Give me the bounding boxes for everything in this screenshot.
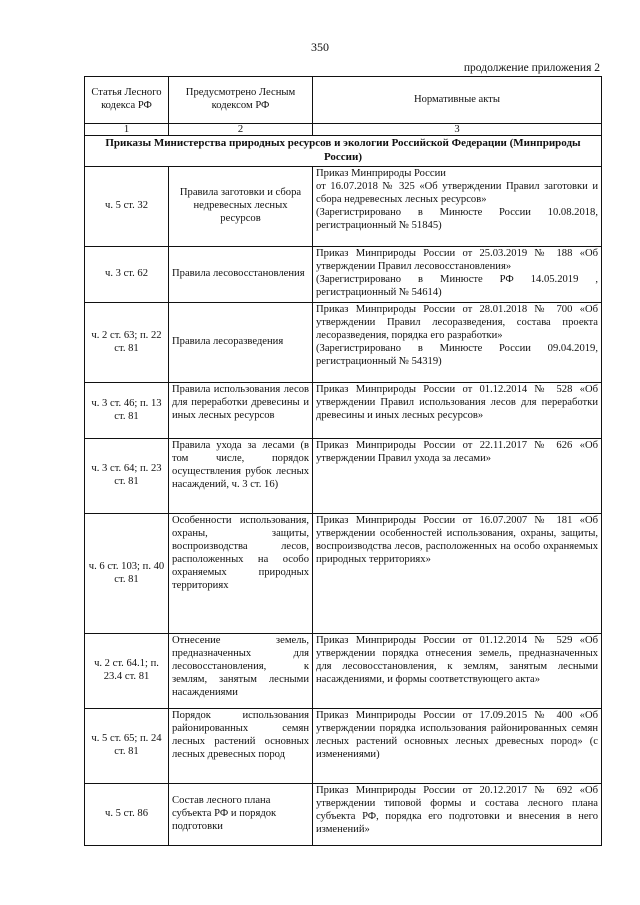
article-cell: ч. 3 ст. 46; п. 13 ст. 81: [85, 383, 169, 439]
act-cell: [313, 303, 602, 383]
table-row: [85, 247, 602, 303]
table-row: [85, 303, 602, 383]
table-row: [85, 167, 602, 247]
act-cell: [313, 247, 602, 303]
page-number: 350: [311, 40, 329, 54]
act-cell: [313, 784, 602, 846]
provision-cell: Порядок использования районированных семян лесных растений основных лесных древесных пород: [169, 709, 313, 784]
continuation-note: продолжение приложения 2: [463, 62, 600, 74]
header-acts: Нормативные акты: [313, 77, 602, 124]
section-title: Приказы Министерства природных ресурсов и экологии Российской Федерации (Минприроды России): [85, 136, 602, 167]
header-article: Статья Лесного кодекса РФ: [85, 77, 169, 124]
provision-cell: Правила ухода за лесами (в том числе, порядок осуществления рубок лесных насаждений, ч. 3 ст. 16): [169, 439, 313, 514]
provision-cell: Особенности использования, охраны, защиты, воспроизводства лесов, расположенных на особо охраняемых природных территориях: [169, 514, 313, 634]
act-line: Приказ Минприроды России от 22.11.2017 № 626 «Об утверждении Правил ухода за лесами»: [316, 440, 598, 464]
column-number: 2: [169, 124, 313, 136]
table-row: [85, 383, 602, 439]
provision-cell: Состав лесного плана субъекта РФ и порядок подготовки: [169, 784, 313, 846]
column-number-row: [85, 124, 602, 136]
provision-cell: Правила лесоразведения: [169, 303, 313, 383]
article-cell: ч. 2 ст. 64.1; п. 23.4 ст. 81: [85, 634, 169, 709]
act-line: Приказ Минприроды России от 25.03.2019 № 188 «Об утверждении Правил лесовосстановления»: [316, 248, 598, 272]
article-cell: ч. 2 ст. 63; п. 22 ст. 81: [85, 303, 169, 383]
act-cell: [313, 167, 602, 247]
article-cell: ч. 6 ст. 103; п. 40 ст. 81: [85, 514, 169, 634]
act-line: Приказ Минприроды России от 28.01.2018 № 700 «Об утверждении Правил лесоразведения, состава проекта лесоразведения, порядка его разработки»: [316, 304, 598, 341]
act-line: Приказ Минприроды России от 16.07.2007 № 181 «Об утверждении особенностей использования, охраны, защиты, воспроизводства лесов, расположенных на особо охраняемых природных территориях»: [316, 515, 598, 565]
act-line: Приказ Минприроды России от 20.12.2017 № 692 «Об утверждении типовой формы и состава лесного плана субъекта РФ, порядка его подготовки и внесения в него изменений»: [316, 785, 598, 835]
provision-cell: Отнесение земель, предназначенных для лесовосстановления, к землям, занятым лесными насаждениями: [169, 634, 313, 709]
table-header-row: [85, 77, 602, 124]
regulatory-acts-table: [84, 76, 602, 846]
act-cell: [313, 383, 602, 439]
article-cell: ч. 5 ст. 65; п. 24 ст. 81: [85, 709, 169, 784]
article-cell: ч. 5 ст. 32: [85, 167, 169, 247]
article-cell: ч. 3 ст. 64; п. 23 ст. 81: [85, 439, 169, 514]
header-provision: Предусмотрено Лесным кодексом РФ: [169, 77, 313, 124]
act-line: (Зарегистрировано в Минюсте РФ 14.05.2019 , регистрационный № 54614): [316, 273, 598, 298]
column-number: 1: [85, 124, 169, 136]
act-line: Приказ Минприроды России от 01.12.2014 № 529 «Об утверждении порядка отнесения земель, предназначенных для лесовосстановления, к землям, занятым лесными насаждениями, и формы соответствующего акта»: [316, 635, 598, 685]
provision-cell: Правила лесовосстановления: [169, 247, 313, 303]
section-title-row: [85, 136, 602, 167]
act-line: Приказ Минприроды России: [316, 168, 446, 179]
act-cell: [313, 439, 602, 514]
table-row: [85, 514, 602, 634]
act-line: Приказ Минприроды России от 17.09.2015 № 400 «Об утверждении порядка использования районированных семян лесных растений основных лесных древесных пород» (с изменениями): [316, 710, 598, 760]
column-number: 3: [313, 124, 602, 136]
act-cell: [313, 709, 602, 784]
act-cell: [313, 634, 602, 709]
act-line: (Зарегистрировано в Минюсте России 10.08.2018, регистрационный № 51845): [316, 206, 598, 231]
act-line: Приказ Минприроды России от 01.12.2014 № 528 «Об утверждении Правил использования лесов для переработки древесины и иных лесных ресурсов»: [316, 384, 598, 421]
article-cell: ч. 3 ст. 62: [85, 247, 169, 303]
act-line: от 16.07.2018 № 325 «Об утверждении Правил заготовки и сбора недревесных лесных ресурсов»: [316, 180, 598, 205]
table-row: [85, 709, 602, 784]
table-row: [85, 784, 602, 846]
table-row: [85, 634, 602, 709]
act-cell: [313, 514, 602, 634]
provision-cell: Правила заготовки и сбора недревесных лесных ресурсов: [169, 167, 313, 247]
act-line: (Зарегистрировано в Минюсте России 09.04.2019, регистрационный № 54319): [316, 342, 598, 367]
article-cell: ч. 5 ст. 86: [85, 784, 169, 846]
provision-cell: Правила использования лесов для переработки древесины и иных лесных ресурсов: [169, 383, 313, 439]
table-row: [85, 439, 602, 514]
